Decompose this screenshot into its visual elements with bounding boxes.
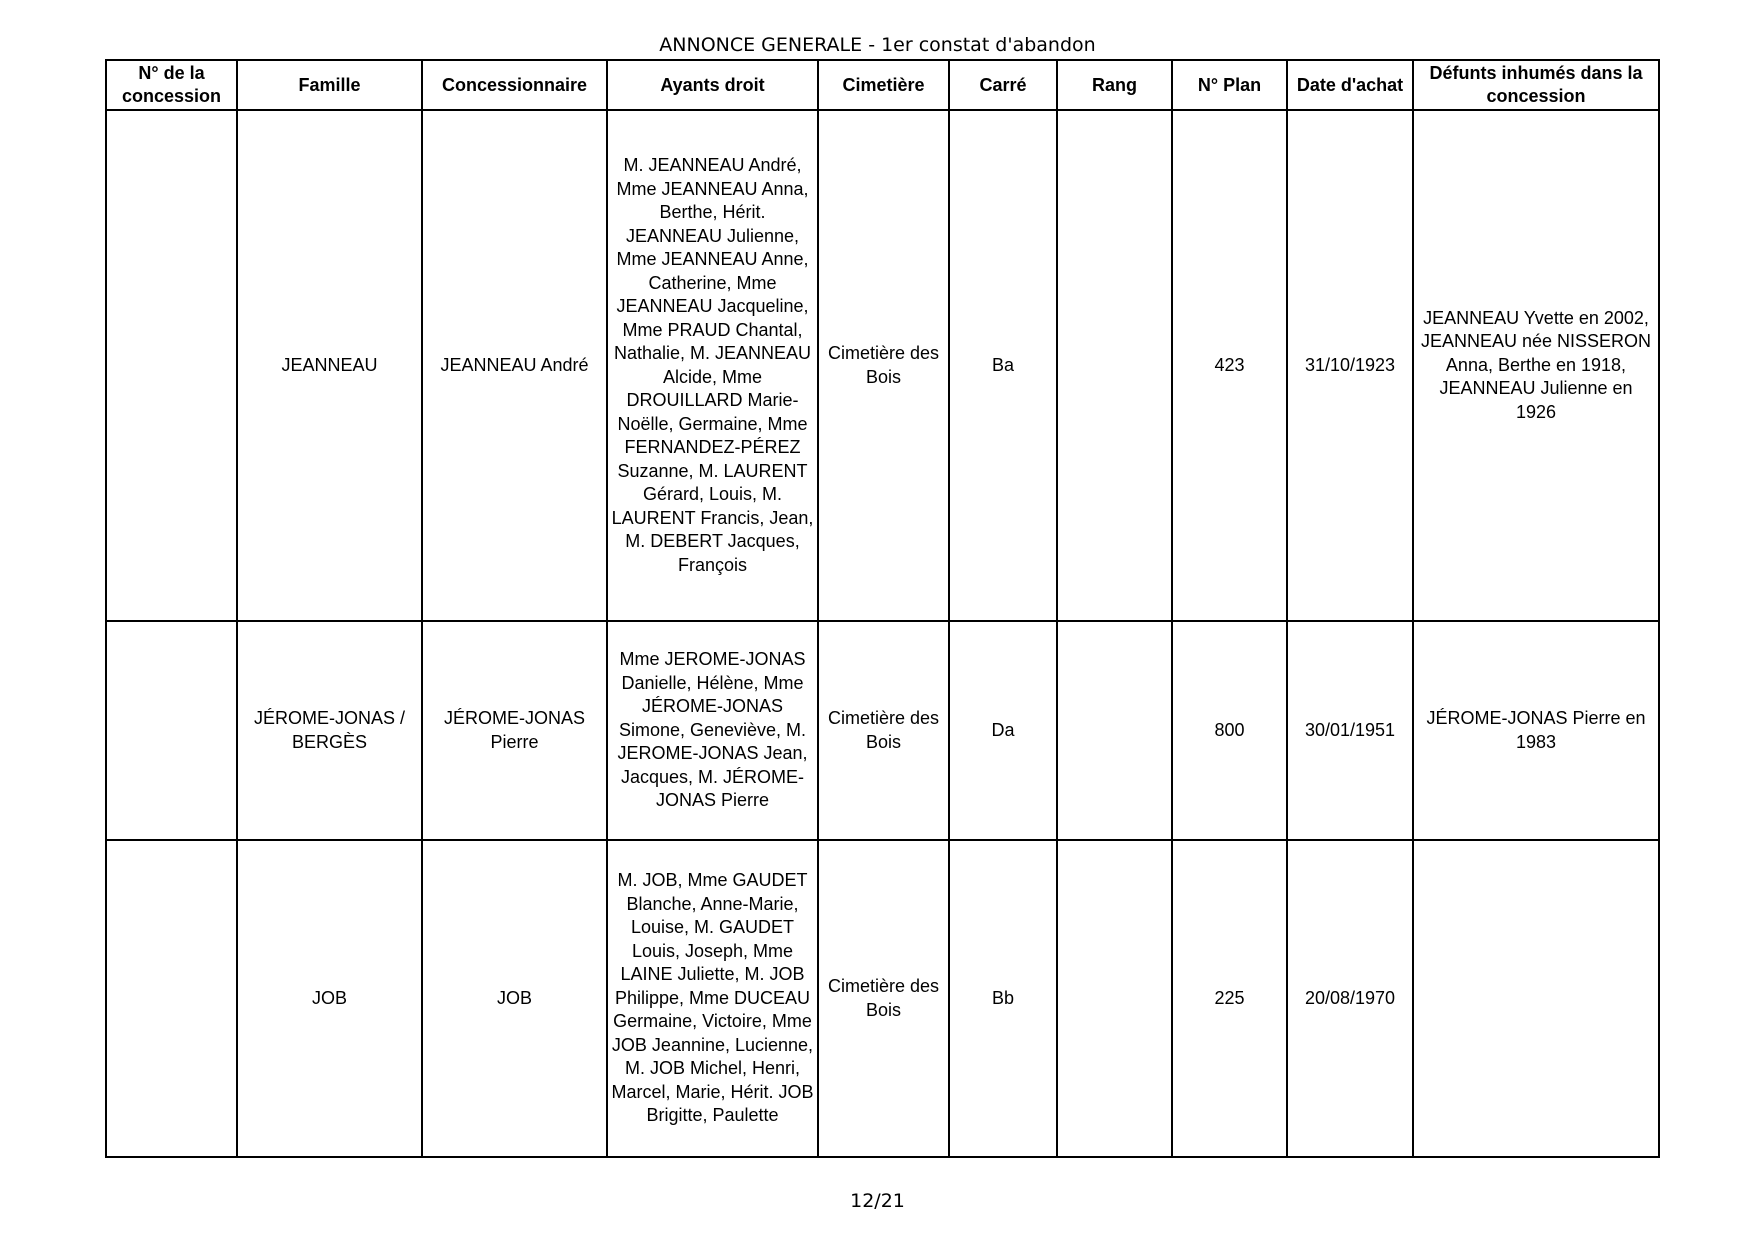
cell-rang bbox=[1057, 110, 1172, 621]
header-ayants-droit: Ayants droit bbox=[607, 60, 818, 110]
cell-ayants-droit: M. JEANNEAU André, Mme JEANNEAU Anna, Berthe, Hérit. JEANNEAU Julienne, Mme JEANNEAU Anne, Catherine, Mme JEANNEAU Jacqueline, Mme PRAUD Chantal, Nathalie, M. JEANNEAU Alcide, Mme DROUILLARD Marie-Noëlle, Germaine, Mme FERNANDEZ-PÉREZ Suzanne, M. LAURENT Gérard, Louis, M. LAURENT Francis, Jean, M. DEBERT Jacques, François bbox=[607, 110, 818, 621]
header-rang: Rang bbox=[1057, 60, 1172, 110]
cell-cimetiere: Cimetière des Bois bbox=[818, 840, 949, 1157]
cell-carre: Ba bbox=[949, 110, 1057, 621]
concessions-table bbox=[105, 59, 1660, 1158]
cell-cimetiere: Cimetière des Bois bbox=[818, 110, 949, 621]
cell-defunts: JÉROME-JONAS Pierre en 1983 bbox=[1413, 621, 1659, 840]
cell-concessionnaire: JOB bbox=[422, 840, 607, 1157]
header-famille: Famille bbox=[237, 60, 422, 110]
header-numero-plan: N° Plan bbox=[1172, 60, 1287, 110]
cell-ayants-droit: Mme JEROME-JONAS Danielle, Hélène, Mme JÉROME-JONAS Simone, Geneviève, M. JEROME-JONAS Jean, Jacques, M. JÉROME-JONAS Pierre bbox=[607, 621, 818, 840]
cell-date-achat: 30/01/1951 bbox=[1287, 621, 1413, 840]
cell-numero-concession bbox=[106, 621, 237, 840]
cell-rang bbox=[1057, 621, 1172, 840]
cell-famille: JOB bbox=[237, 840, 422, 1157]
cell-numero-concession bbox=[106, 110, 237, 621]
header-date-achat: Date d'achat bbox=[1287, 60, 1413, 110]
table-row bbox=[106, 110, 1659, 621]
table-row bbox=[106, 840, 1659, 1157]
cell-date-achat: 20/08/1970 bbox=[1287, 840, 1413, 1157]
table-row bbox=[106, 621, 1659, 840]
header-defunts: Défunts inhumés dans la concession bbox=[1413, 60, 1659, 110]
cell-cimetiere: Cimetière des Bois bbox=[818, 621, 949, 840]
header-cimetiere: Cimetière bbox=[818, 60, 949, 110]
cell-concessionnaire: JEANNEAU André bbox=[422, 110, 607, 621]
cell-ayants-droit: M. JOB, Mme GAUDET Blanche, Anne-Marie, Louise, M. GAUDET Louis, Joseph, Mme LAINE Juliette, M. JOB Philippe, Mme DUCEAU Germaine, Victoire, Mme JOB Jeannine, Lucienne, M. JOB Michel, Henri, Marcel, Marie, Hérit. JOB Brigitte, Paulette bbox=[607, 840, 818, 1157]
cell-numero-concession bbox=[106, 840, 237, 1157]
header-concessionnaire: Concessionnaire bbox=[422, 60, 607, 110]
header-numero-concession: N° de la concession bbox=[106, 60, 237, 110]
cell-famille: JEANNEAU bbox=[237, 110, 422, 621]
cell-numero-plan: 800 bbox=[1172, 621, 1287, 840]
cell-rang bbox=[1057, 840, 1172, 1157]
cell-concessionnaire: JÉROME-JONAS Pierre bbox=[422, 621, 607, 840]
cell-carre: Da bbox=[949, 621, 1057, 840]
table-header-row bbox=[106, 60, 1659, 110]
cell-numero-plan: 423 bbox=[1172, 110, 1287, 621]
page-title: ANNONCE GENERALE - 1er constat d'abandon bbox=[659, 34, 1096, 56]
cell-famille: JÉROME-JONAS / BERGÈS bbox=[237, 621, 422, 840]
header-carre: Carré bbox=[949, 60, 1057, 110]
cell-numero-plan: 225 bbox=[1172, 840, 1287, 1157]
cell-carre: Bb bbox=[949, 840, 1057, 1157]
cell-defunts bbox=[1413, 840, 1659, 1157]
cell-defunts: JEANNEAU Yvette en 2002, JEANNEAU née NISSERON Anna, Berthe en 1918, JEANNEAU Julienne en 1926 bbox=[1413, 110, 1659, 621]
cell-date-achat: 31/10/1923 bbox=[1287, 110, 1413, 621]
page-number: 12/21 bbox=[850, 1190, 905, 1212]
